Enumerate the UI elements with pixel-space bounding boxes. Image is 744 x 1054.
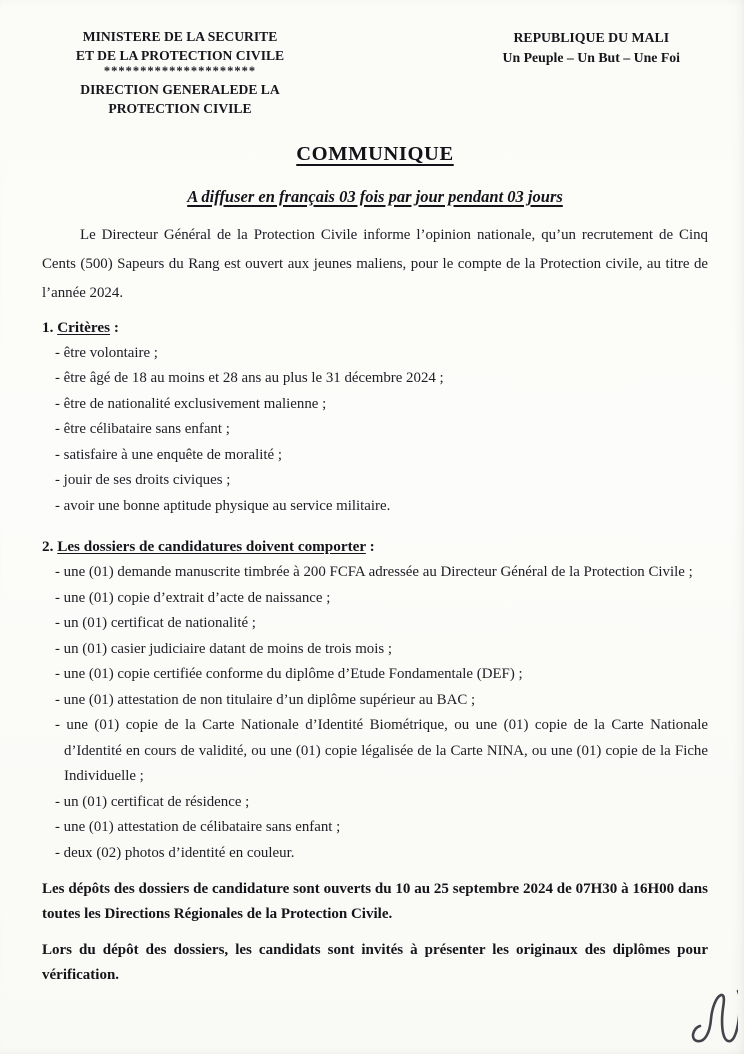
intro-paragraph: Le Directeur Général de la Protection Civile informe l’opinion nationale, qu’un recrutement de Cinq Cents (500) Sapeurs du Rang est ouvert aux jeunes maliens, pour le compte de la Protection civile, au titre de l’année 2024. bbox=[42, 226, 708, 301]
list-item: - un (01) casier judiciaire datant de moins de trois mois ; bbox=[55, 640, 393, 657]
ministry-line-2: ET DE LA PROTECTION CIVILE bbox=[75, 47, 285, 63]
closing-paragraph-deadlines: Les dépôts des dossiers de candidature sont ouverts du 10 au 25 septembre 2024 de 07H30 à 16H00 dans toutes les Directions Régionales de la Protection Civile. bbox=[42, 881, 708, 923]
list-item: - une (01) attestation de non titulaire d’un diplôme supérieur au BAC ; bbox=[55, 691, 476, 708]
list-item: - être célibataire sans enfant ; bbox=[55, 421, 230, 438]
closing-paragraph-verification: Lors du dépôt des dossiers, les candidats sont invités à présenter les originaux des diplômes pour vérification. bbox=[42, 942, 708, 984]
stars-divider: ********************* bbox=[103, 63, 257, 78]
list-item: - un (01) certificat de nationalité ; bbox=[55, 615, 256, 632]
section-dossiers bbox=[42, 534, 708, 866]
doc-title bbox=[42, 143, 708, 166]
list-item: - jouir de ses droits civiques ; bbox=[55, 472, 231, 489]
doc-subtitle bbox=[42, 187, 708, 207]
list-item: - une (01) copie d’extrait d’acte de naissance ; bbox=[55, 589, 331, 606]
section-heading-text: Critères bbox=[57, 318, 111, 336]
list-item: - une (01) copie de la Carte Nationale d’Identité Biométrique, ou une (01) copie de la Carte Nationale d’Identité en cours de validité, ou une (01) copie légalisée de la Carte NINA, ou une (01) copie de la Fiche Individuelle ; bbox=[55, 717, 708, 785]
section-heading-suffix: : bbox=[110, 318, 119, 336]
doc-subtitle-text: A diffuser en français 03 fois par jour pendant 03 jours bbox=[187, 186, 563, 206]
section-number: 2. bbox=[42, 538, 54, 556]
criteria-list bbox=[42, 341, 708, 520]
list-item: - une (01) attestation de célibataire sans enfant ; bbox=[55, 819, 341, 836]
list-item: - une (01) demande manuscrite timbrée à 200 FCFA adressée au Directeur Général de la Protection Civile ; bbox=[55, 564, 693, 581]
dossier-list bbox=[42, 560, 708, 866]
handwritten-initial-icon bbox=[686, 982, 738, 1054]
direction-line-2: PROTECTION CIVILE bbox=[108, 101, 252, 116]
motto-line: Un Peuple – Un But – Une Foi bbox=[502, 50, 680, 65]
list-item: - avoir une bonne aptitude physique au service militaire. bbox=[55, 497, 391, 514]
list-item: - deux (02) photos d’identité en couleur. bbox=[55, 844, 295, 861]
section-heading bbox=[42, 315, 708, 341]
letterhead bbox=[42, 28, 708, 119]
letterhead-ministry-block bbox=[42, 28, 318, 119]
list-item: - satisfaire à une enquête de moralité ; bbox=[55, 446, 282, 463]
section-number: 1. bbox=[42, 318, 54, 336]
letterhead-republic-block bbox=[503, 28, 680, 68]
doc-title-text: COMMUNIQUE bbox=[296, 142, 454, 165]
list-item: - être de nationalité exclusivement malienne ; bbox=[55, 395, 327, 412]
direction-line-1: DIRECTION GENERALEDE LA bbox=[80, 82, 280, 98]
list-item: - être volontaire ; bbox=[55, 344, 158, 361]
section-heading-suffix: : bbox=[365, 538, 375, 556]
list-item: - être âgé de 18 au moins et 28 ans au plus le 31 décembre 2024 ; bbox=[55, 370, 444, 387]
ministry-line-1: MINISTERE DE LA SECURITE bbox=[82, 29, 278, 44]
list-item: - un (01) certificat de résidence ; bbox=[55, 793, 250, 810]
section-heading bbox=[42, 534, 708, 560]
republic-line: REPUBLIQUE DU MALI bbox=[513, 30, 670, 45]
section-criteres bbox=[42, 315, 708, 520]
list-item: - une (01) copie certifiée conforme du diplôme d’Etude Fondamentale (DEF) ; bbox=[55, 666, 523, 683]
section-heading-text: Les dossiers de candidatures doivent comporter bbox=[57, 538, 366, 556]
